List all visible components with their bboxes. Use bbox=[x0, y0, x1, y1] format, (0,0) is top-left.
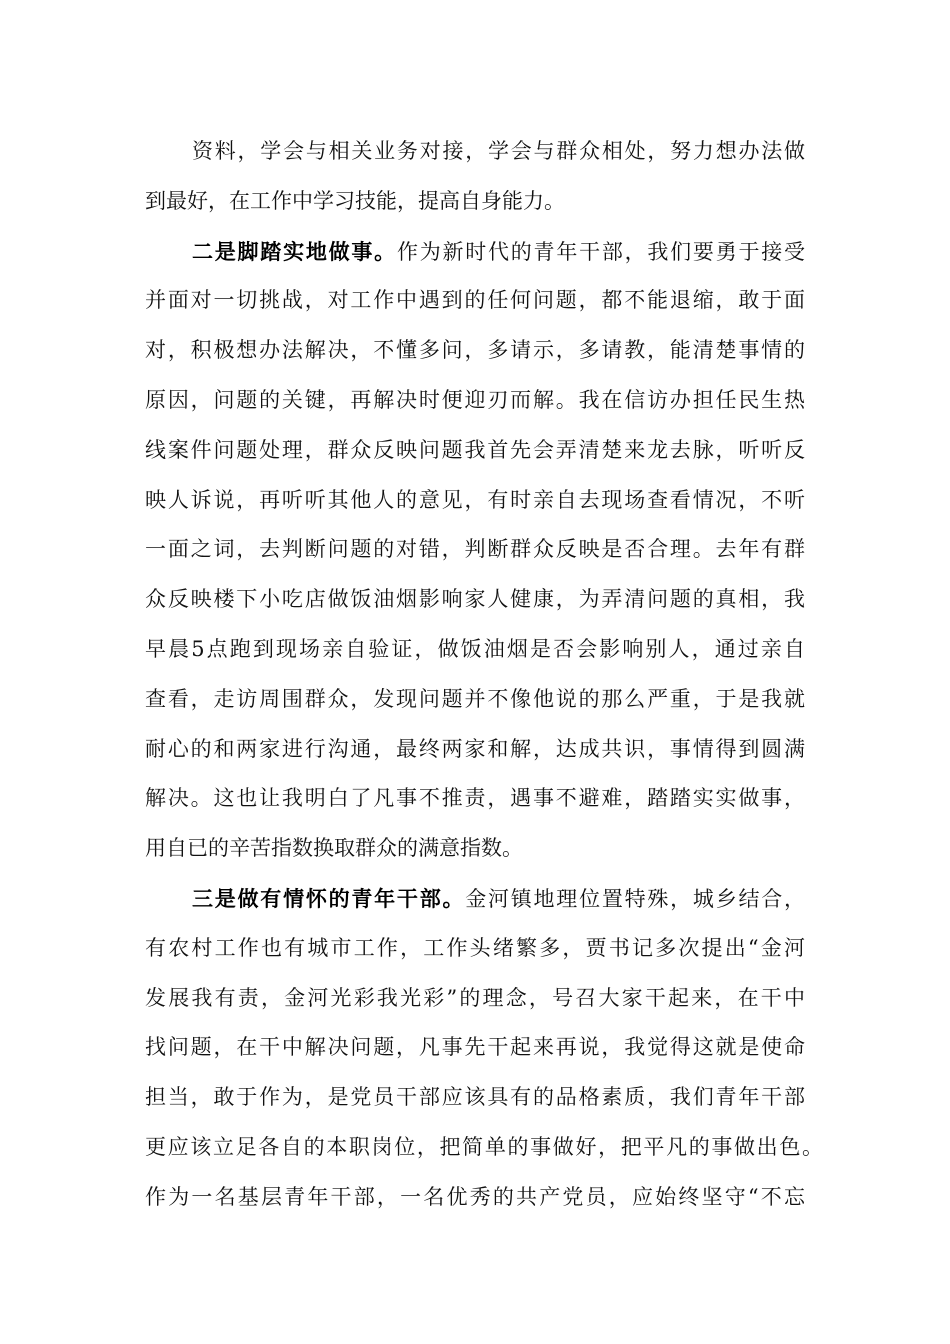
text-line: 找问题，在干中解决问题，凡事先干起来再说，我觉得这就是使命 bbox=[145, 1035, 805, 1060]
text-line: 对，积极想办法解决，不懂多问，多请示，多请教，能清楚事情的 bbox=[145, 338, 805, 363]
text-line: 作为一名基层青年干部，一名优秀的共产党员，应始终坚守“不忘 bbox=[145, 1184, 805, 1209]
text-line: 到最好，在工作中学习技能，提高自身能力。 bbox=[145, 188, 565, 213]
text-line: 查看，走访周围群众，发现问题并不像他说的那么严重，于是我就 bbox=[145, 686, 805, 711]
text-line: 资料，学会与相关业务对接，学会与群众相处，努力想办法做 bbox=[192, 139, 805, 163]
text-line: 早晨5点跑到现场亲自验证，做饭油烟是否会影响别人，通过亲自 bbox=[145, 636, 805, 661]
paragraph-continued bbox=[145, 127, 825, 227]
text-line: 原因，问题的关键，再解决时便迎刃而解。我在信访办担任民生热 bbox=[145, 387, 805, 412]
document-body bbox=[145, 127, 825, 1223]
paragraph-heading: 二是脚踏实地做事。 bbox=[192, 238, 397, 264]
text-line: 有农村工作也有城市工作，工作头绪繁多，贾书记多次提出“金河 bbox=[145, 935, 805, 960]
text-line: 更应该立足各自的本职岗位，把简单的事做好，把平凡的事做出色。 bbox=[145, 1134, 823, 1159]
text-line: 一面之词，去判断问题的对错，判断群众反映是否合理。去年有群 bbox=[145, 537, 805, 562]
paragraph-point-three bbox=[145, 874, 825, 1223]
text-line: 映人诉说，再听听其他人的意见，有时亲自去现场查看情况，不听 bbox=[145, 487, 805, 512]
text-line-with-heading bbox=[145, 874, 805, 924]
text-line-content: 作为新时代的青年干部，我们要勇于接受 bbox=[396, 239, 805, 264]
text-line: 并面对一切挑战，对工作中遇到的任何问题，都不能退缩，敢于面 bbox=[145, 288, 805, 313]
text-line-content: 金河镇地理位置特殊，城乡结合， bbox=[465, 886, 805, 911]
text-line: 耐心的和两家进行沟通，最终两家和解，达成共识，事情得到圆满 bbox=[145, 736, 805, 761]
paragraph-point-two bbox=[145, 227, 825, 874]
text-line: 发展我有责，金河光彩我光彩”的理念，号召大家干起来，在干中 bbox=[145, 985, 805, 1010]
text-line: 线案件问题处理，群众反映问题我首先会弄清楚来龙去脉，听听反 bbox=[145, 437, 805, 462]
text-line: 解决。这也让我明白了凡事不推责，遇事不避难，踏踏实实做事， bbox=[145, 786, 805, 811]
text-line: 用自已的辛苦指数换取群众的满意指数。 bbox=[145, 836, 523, 861]
text-line: 众反映楼下小吃店做饭油烟影响家人健康，为弄清问题的真相，我 bbox=[145, 587, 805, 612]
text-line-with-heading bbox=[145, 227, 805, 277]
text-line: 担当，敢于作为，是党员干部应该具有的品格素质，我们青年干部 bbox=[145, 1085, 805, 1110]
paragraph-heading: 三是做有情怀的青年干部。 bbox=[192, 885, 466, 911]
